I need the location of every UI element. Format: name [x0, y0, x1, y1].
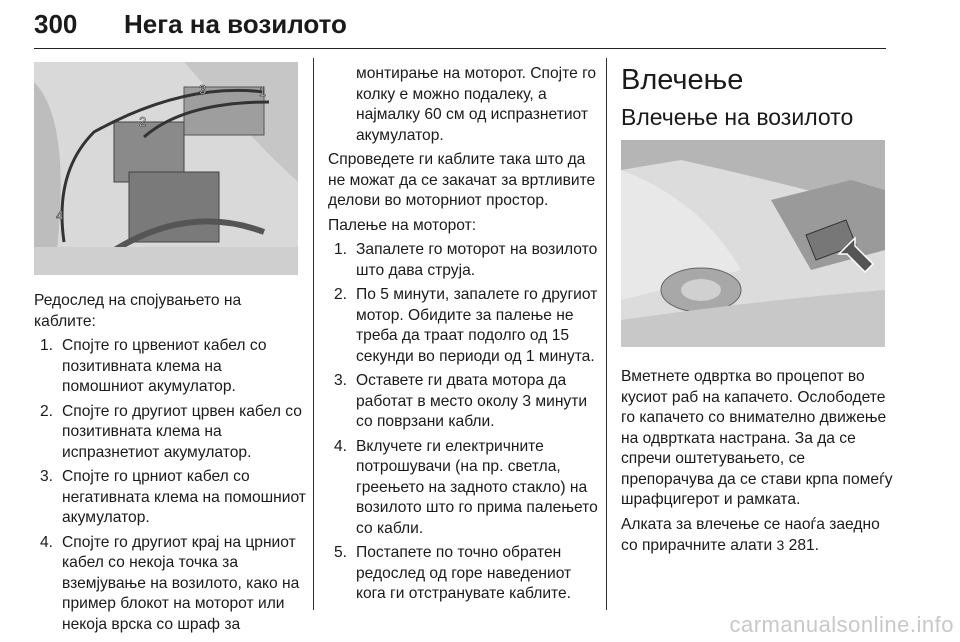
cable-order-intro: Редослед на спојувањето на каблите: [34, 292, 242, 330]
list-item: 3. Спојте го црниот кабел со негативната клема на помошниот акумулатор. [40, 468, 306, 526]
list-item: 1. Спојте го црвениот кабел со позитивната клема на помошниот акумулатор. [40, 337, 267, 395]
figure-label-1: 1 [259, 84, 267, 99]
cable-order-list [34, 336, 306, 635]
tow-eye-paragraph: Алката за влечење се наоѓа заедно со прирачните алати 3 281. [621, 515, 880, 554]
page-reference-icon: 3 [776, 537, 785, 553]
jump-start-illustration [34, 62, 298, 275]
column-divider [313, 58, 314, 610]
list-item: 4. Вклучете ги електричните потрошувачи (на пр. светла, греењето на задното стакло) на возилото што го прима палењето со кабли. [334, 437, 598, 537]
page-title: Нега на возилото [124, 9, 347, 39]
section-subheading: Влечење на возилото [621, 104, 854, 130]
section-heading: Влечење [621, 64, 744, 96]
figure-label-3: 3 [199, 82, 207, 97]
towing-cover-illustration [621, 140, 885, 347]
cover-removal-paragraph: Вметнете одвртка во процепот во кусиот раб на капачето. Ослободете го капачето со внимателно движење на одвртката настрана. За да се спречи оштетувањето, се препорачува да се стави крпа помеѓу шрафцигерот и рамката. [621, 368, 893, 508]
column-divider [606, 58, 607, 610]
continued-step: монтирање на моторот. Спојте го колку е можно подалеку, а најмалку 60 см од испразнетиот акумулатор. [356, 65, 597, 144]
watermark: carmanualsonline.info [729, 612, 954, 637]
engine-start-intro: Палење на моторот: [328, 216, 477, 234]
list-item: 1. Запалете го моторот на возилото што дава струја. [334, 241, 598, 279]
middle-column-text [328, 64, 600, 609]
figure-label-2: 2 [139, 114, 147, 129]
list-item: 3. Оставете ги двата мотора да работат в место околу 3 минути со поврзани кабли. [334, 372, 588, 430]
list-item: 4. Спојте го другиот крај на црниот кабел со некоја точка за вземјување на возилото, како на пример блокот на моторот или некоја врска со шраф за [40, 533, 300, 633]
list-item: 2. По 5 минути, запалете го другиот мотор. Обидите за палење не треба да траат подолго од 15 секунди во периоди од 1 минута. [334, 286, 598, 365]
page-number: 300 [34, 9, 78, 39]
list-item: 2. Спојте го другиот црвен кабел со позитивната клема на испразнетиот акумулатор. [40, 402, 302, 461]
engine-start-list [328, 240, 600, 605]
right-column-text [621, 367, 893, 561]
figure-label-4: 4 [56, 208, 64, 223]
page-header [34, 4, 886, 49]
left-column-text [34, 291, 306, 639]
list-item: 5. Постапете по точно обратен редослед од горе наведениот кога ги отстранувате каблите. [334, 544, 572, 602]
cable-routing-paragraph: Спроведете ги каблите така што да не можат да се закачат за вртливите делови во моторниот простор. [328, 151, 596, 209]
